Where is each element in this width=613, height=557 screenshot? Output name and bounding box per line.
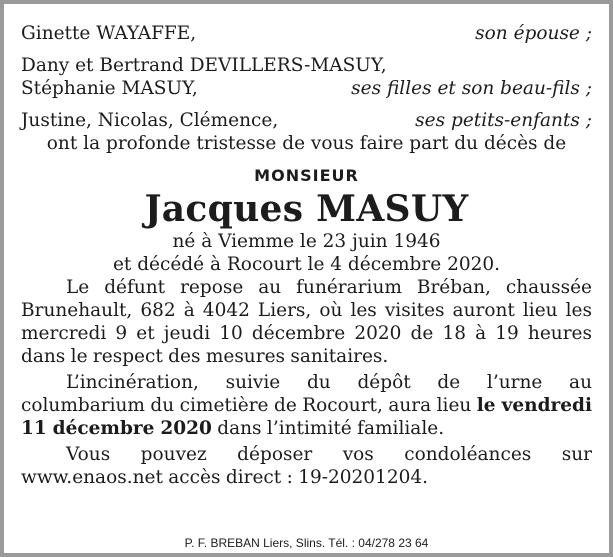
spouse-name: Ginette WAYAFFE, <box>21 23 197 44</box>
cremation-paragraph <box>21 371 592 440</box>
cremation-text-after: dans l’intimité familiale. <box>211 418 445 439</box>
spouse-line <box>21 22 592 45</box>
children-line-2 <box>21 77 592 100</box>
grandchildren-line <box>21 109 592 132</box>
children-relation: ses filles et son beau-fils ; <box>351 78 592 99</box>
deceased-name: Jacques MASUY <box>144 188 469 230</box>
announcement-text: ont la profonde tristesse de vous faire part du décès de <box>46 133 567 154</box>
grandchildren-relation: ses petits-enfants ; <box>415 110 592 131</box>
condolences-paragraph: Vous pouvez déposer vos condoléances sur www.enaos.net accès direct : 19-20201204. <box>21 444 592 488</box>
spouse-relation: son épouse ; <box>475 23 592 44</box>
honorific: MONSIEUR <box>254 166 359 185</box>
obituary-notice <box>21 22 592 489</box>
cremation-date: le vendredi 11 décembre 2020 <box>21 395 592 439</box>
children-line-1 <box>21 54 592 77</box>
visitation-paragraph: Le défunt repose au funérarium Bréban, chaussée Brunehault, 682 à 4042 Liers, où les visites auront lieu les mercredi 9 et jeudi 10 décembre 2020 de 18 à 19 heures dans le respect des mesures sanitaires. <box>21 277 592 367</box>
funeral-home-footer: P. F. BREBAN Liers, Slins. Tél. : 04/278 23 64 <box>184 536 429 550</box>
children-names-2: Stéphanie MASUY, <box>21 78 198 99</box>
birth-line: né à Viemme le 23 juin 1946 <box>172 231 441 252</box>
death-line: et décédé à Rocourt le 4 décembre 2020. <box>112 254 501 275</box>
grandchildren-names: Justine, Nicolas, Clémence, <box>21 110 279 131</box>
cremation-text-before: L’incinération, suivie du dépôt de l’urne au columbarium du cimetière de Rocourt, aura lieu <box>21 372 592 416</box>
children-names-1: Dany et Bertrand DEVILLERS-MASUY, <box>21 55 387 76</box>
